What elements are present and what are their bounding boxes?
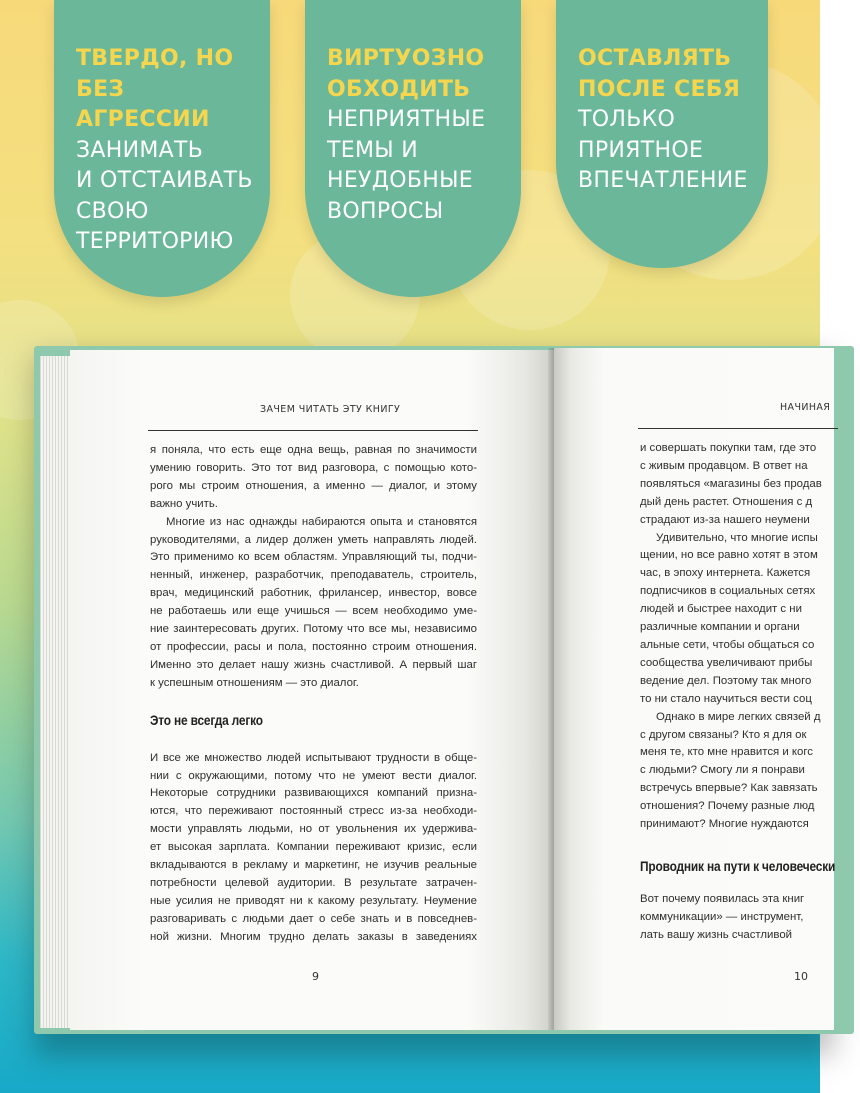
text-line: коммуникации» — инструмент, [640, 910, 804, 923]
feature-pill-1 [54, 0, 270, 297]
feature-body: ПРИЯТНОЕ [578, 137, 704, 163]
feature-body: ВПЕЧАТЛЕНИЕ [578, 168, 748, 193]
section-heading: Проводник на пути к человечески [640, 857, 836, 874]
text-line: мости управлять людьми, но от увольнения их удержива- [150, 823, 477, 836]
feature-text [578, 44, 760, 197]
feature-text [76, 44, 262, 258]
text-line: умению говорить. Это тот вид разговора, с помощью кото- [150, 461, 477, 474]
text-line: Именно это делает нашу жизнь счастливой. А первый шаг [150, 658, 477, 671]
text-line: час, в эпоху интернета. Кажется [640, 567, 811, 580]
text-line: с другом связаны? Кто я для ок [640, 728, 807, 741]
left-page [70, 350, 554, 1030]
feature-highlight: ОСТАВЛЯТЬ [578, 46, 732, 71]
feature-highlight: ВИРТУОЗНО [327, 46, 485, 71]
feature-pill-3 [556, 0, 768, 268]
text-line: Многие из нас однажды набираются опыта и становятся [166, 515, 477, 528]
text-line: сообщества увеличивают прибы [640, 656, 813, 669]
text-line: ются, что переживают постоянный стресс из-за необходи- [150, 805, 477, 818]
text-line: лать вашу жизнь счастливой [640, 928, 793, 941]
feature-pill-2 [305, 0, 521, 297]
text-line: ненный, инженер, разработчик, преподаватель, строитель, [150, 569, 477, 582]
text-line: от профессии, расы и пола, постоянно строим отношения. [150, 640, 477, 653]
text-line: И все же множество людей испытывают трудности в обще- [150, 751, 477, 764]
text-line: ет высокая зарплата. Компании переживают кризис, если [150, 841, 477, 854]
text-line: щении, но все равно хотят в этом [640, 549, 818, 562]
running-head: ЗАЧЕМ ЧИТАТЬ ЭТУ КНИГУ [260, 404, 401, 415]
feature-body: ТЕМЫ И [327, 137, 418, 163]
text-line: ведение дел. Поэтому так много [640, 674, 812, 687]
text-line: к успешным отношениям — это диалог. [150, 676, 359, 689]
text-line: меня те, кто мне нравится и когс [640, 746, 813, 759]
text-line: с людьми? Смогу ли я понрави [640, 764, 805, 777]
feature-body: ВОПРОСЫ [327, 198, 444, 224]
feature-body: ТОЛЬКО [578, 107, 676, 132]
text-line: и совершать покупки там, где это [640, 442, 817, 454]
page-number: 9 [312, 970, 319, 983]
left-text-block [150, 442, 477, 947]
text-line: отношения? Почему разные люд [640, 800, 815, 813]
running-head: НАЧИНАЯ [780, 402, 831, 413]
text-line: ной жизни. Многим трудно делать заказы в заведениях [150, 930, 477, 943]
text-line: альные сети, чтобы общаться со [640, 638, 815, 651]
text-line: рого мы строим отношения, а именно — диалог, и этому [150, 479, 477, 492]
text-line: разговаривать с людьми дает о себе знать и в повседнев- [150, 912, 477, 925]
text-line: различные компании и органи [640, 621, 800, 634]
text-line: подписчиков в социальных сетях [640, 585, 816, 598]
text-line: ние заинтересовать других. Потому что все мы, независимо [150, 623, 477, 636]
feature-body: НЕУДОБНЫЕ [327, 168, 474, 193]
header-rule [638, 428, 838, 429]
feature-body: НЕПРИЯТНЫЕ [327, 107, 486, 132]
text-line: с живым продавцом. В ответ на [640, 459, 808, 472]
text-line: не работаешь или еще учишься — всем необходимо уме- [150, 605, 477, 618]
text-line: Некоторые сотрудники развивающихся компаний призна- [150, 787, 477, 800]
text-line: Это применимо ко всем областям. Управляющий ты, подчи- [150, 551, 477, 564]
text-line: важно учить. [150, 497, 218, 510]
text-line: принимают? Многие нуждаются [640, 818, 809, 831]
text-line: потребности целевой аудитории. В результате затрачен- [150, 876, 477, 889]
feature-highlight: ОБХОДИТЬ [327, 76, 471, 102]
feature-highlight: ПОСЛЕ СЕБЯ [578, 76, 741, 102]
header-rule [148, 430, 478, 431]
text-line: Однако в мире легких связей д [656, 710, 821, 723]
text-line: руководителями, а лидер должен уметь направлять людей. [150, 533, 477, 546]
feature-text [327, 44, 513, 227]
feature-highlight: ТВЕРДО, НО [76, 46, 234, 71]
right-page [554, 348, 834, 1030]
text-line: Вот почему появилась эта книг [640, 892, 805, 905]
text-line: то ни стало научиться вести соц [640, 692, 812, 705]
text-line: врач, медицинский работник, фрилансер, инвестор, вовсе [150, 587, 477, 600]
text-line: людей и быстрее находит с ни [640, 603, 802, 616]
feature-body: ТЕРРИТОРИЮ [76, 229, 234, 254]
text-line: вкладываются в рекламу и маркетинг, не изучив реальные [150, 859, 477, 872]
text-line: я поняла, что есть еще одна вещь, равная по значимости [150, 444, 477, 456]
text-line: дый день растет. Отношения с д [640, 495, 813, 508]
text-line: страдают из-за нашего неумени [640, 513, 810, 526]
text-line: появляться «магазины без продав [640, 477, 822, 490]
feature-highlight: БЕЗ АГРЕССИИ [76, 76, 210, 132]
feature-body: И ОТСТАИВАТЬ [76, 168, 253, 193]
text-line: нии с окружающими, потому что не умеют вести диалог. [150, 769, 477, 782]
page-number: 10 [794, 970, 808, 983]
feature-body: ЗАНИМАТЬ [76, 137, 204, 163]
right-text-block [640, 440, 860, 945]
text-line: Удивительно, что многие испы [656, 531, 818, 544]
section-heading: Это не всегда легко [150, 711, 263, 728]
feature-body: СВОЮ [76, 198, 149, 224]
text-line: встречусь впервые? Как завязать [640, 782, 818, 795]
text-line: ные усилия не приводят ни к какому результату. Неумение [150, 894, 477, 907]
